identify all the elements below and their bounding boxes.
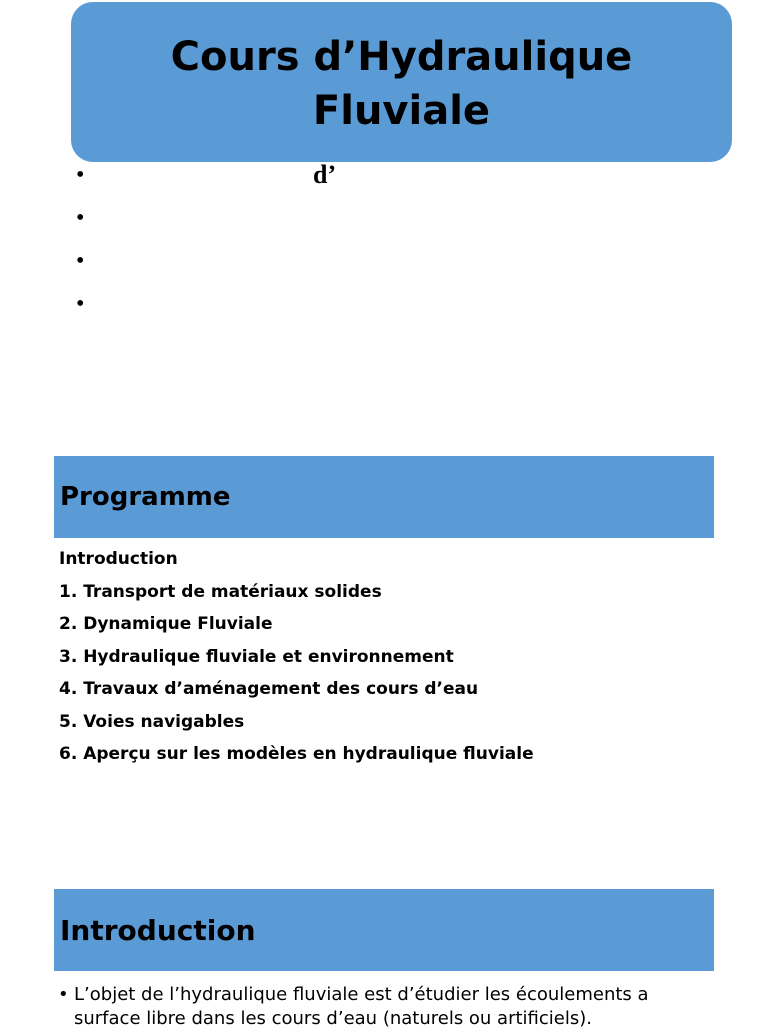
bullet-marker: • — [76, 205, 85, 231]
bullet-text: d’ — [313, 160, 337, 189]
bullet-marker: • — [58, 984, 69, 1005]
title-line-2: Fluviale — [312, 88, 491, 134]
title-banner — [71, 2, 732, 162]
bullet-marker: • — [76, 248, 85, 274]
programme-header — [54, 456, 714, 538]
programme-item: 3. Hydraulique fluviale et environnement — [59, 646, 454, 667]
programme-heading: Programme — [60, 482, 231, 512]
programme-item: Introduction — [59, 549, 178, 569]
programme-item: 1. Transport de matériaux solides — [59, 581, 382, 602]
bullet-marker: • — [76, 162, 85, 188]
introduction-text: L’objet de l’hydraulique fluviale est d’étudier les écoulements a surface libre dans les cours d’eau (naturels ou artificiels). — [74, 984, 649, 1029]
programme-item: 6. Aperçu sur les modèles en hydraulique fluviale — [59, 744, 534, 764]
programme-item: 4. Travaux d’aménagement des cours d’eau — [59, 679, 479, 699]
introduction-heading: Introduction — [60, 913, 256, 947]
bullet-marker: • — [76, 291, 85, 317]
document-title — [171, 26, 633, 138]
introduction-header — [54, 889, 714, 971]
programme-list — [59, 549, 534, 777]
programme-item: 2. Dynamique Fluviale — [59, 614, 273, 634]
programme-item: 5. Voies navigables — [59, 711, 245, 732]
title-line-1: Cours d’Hydraulique — [170, 34, 633, 80]
